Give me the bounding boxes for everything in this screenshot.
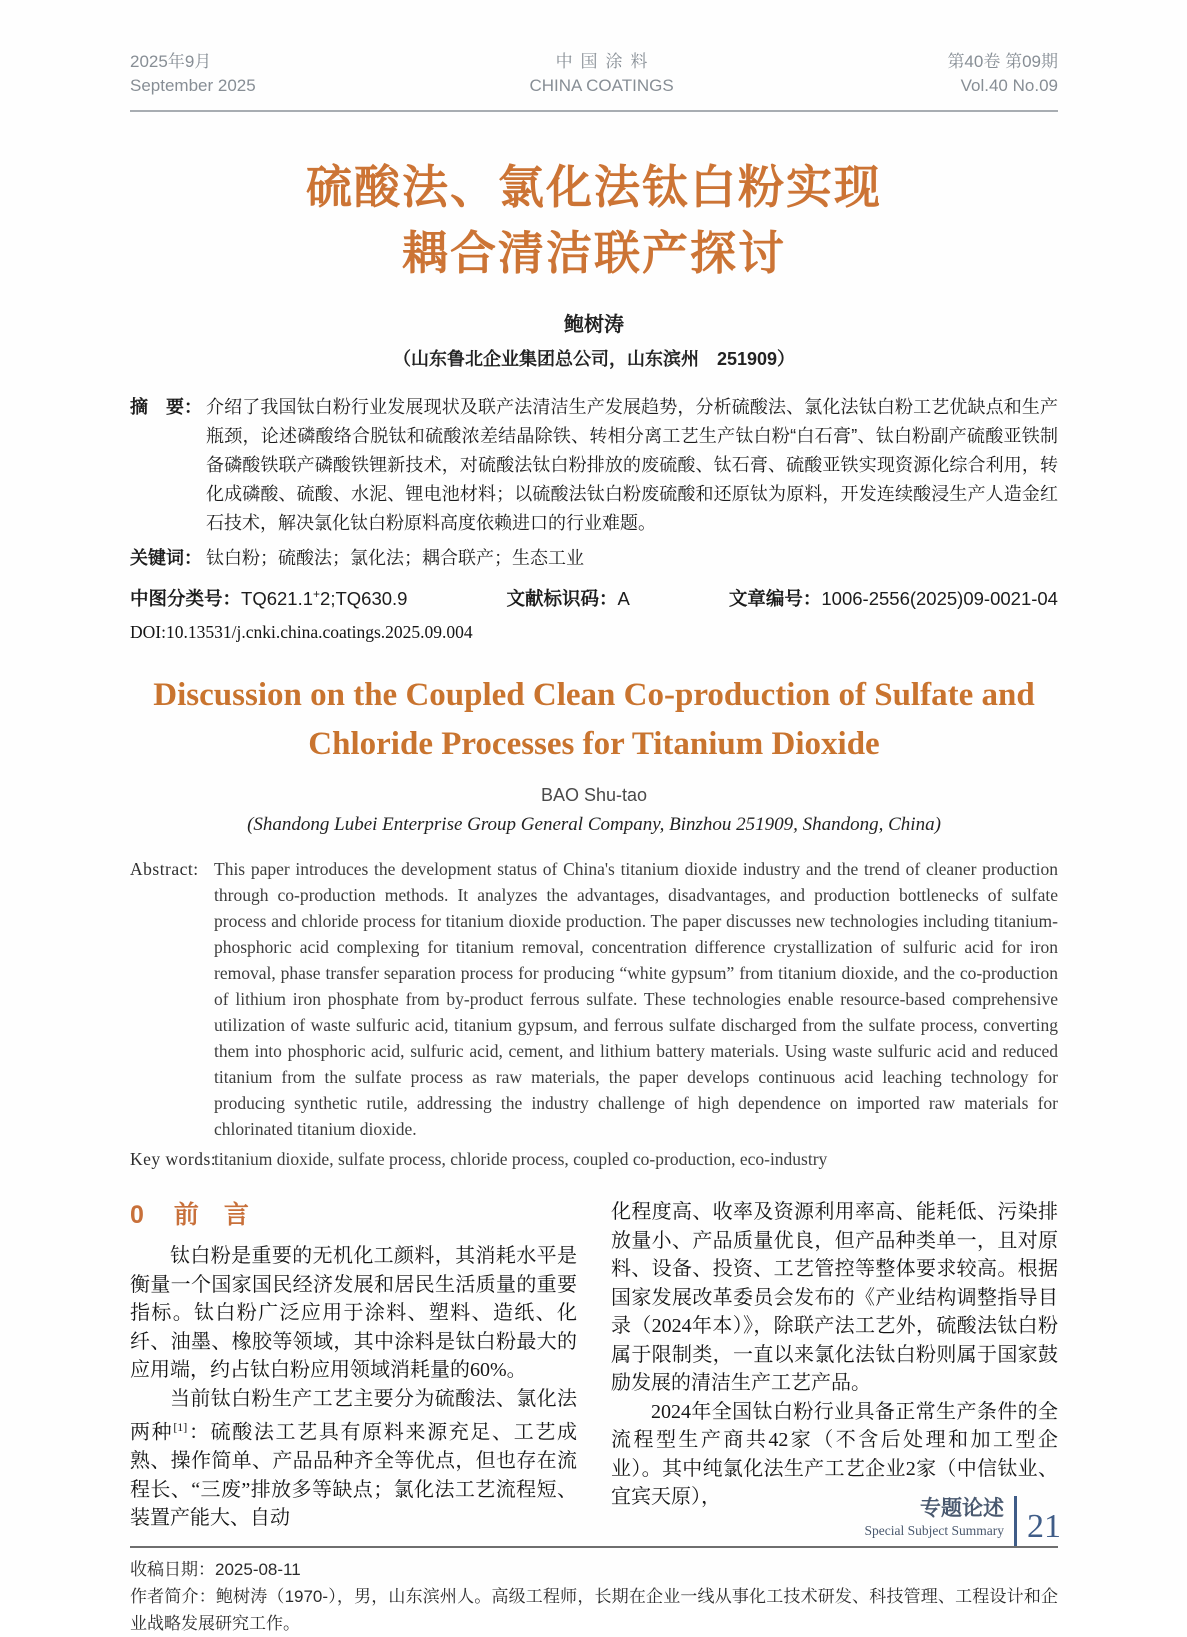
header-rule xyxy=(130,110,1058,112)
article-title-cn-line2: 耦合清洁联产探讨 xyxy=(402,227,786,279)
body-column-right xyxy=(611,1198,1058,1533)
document-code-value: A xyxy=(617,588,630,609)
keywords-text-en: titanium dioxide, sulfate process, chloride process, coupled co-production, eco-industry xyxy=(214,1149,828,1169)
body-column-left xyxy=(130,1198,577,1533)
received-date-value: 2025-08-11 xyxy=(215,1559,301,1579)
document-code-label: 文献标识码： xyxy=(506,588,618,609)
section-heading xyxy=(130,1200,577,1230)
footnote-block xyxy=(130,1548,1058,1637)
page-footer xyxy=(865,1496,1061,1546)
abstract-cn-block xyxy=(130,393,1058,538)
clc-value-tail: 2;TQ630.9 xyxy=(320,588,408,609)
article-number-value: 1006-2556(2025)09-0021-04 xyxy=(821,588,1058,609)
author-bio-label: 作者简介： xyxy=(130,1586,216,1606)
doi-line: DOI:10.13531/j.cnki.china.coatings.2025.09.004 xyxy=(130,622,473,642)
article-number xyxy=(729,585,1058,611)
keywords-label-en: Key words: xyxy=(130,1149,217,1169)
section-number: 0 xyxy=(130,1201,144,1229)
affiliation-en: (Shandong Lubei Enterprise Group General Company, Binzhou 251909, Shandong, China) xyxy=(247,814,941,835)
keywords-text-cn: 钛白粉；硫酸法；氯化法；耦合联产；生态工业 xyxy=(206,548,584,568)
author-name-en: BAO Shu-tao xyxy=(540,785,648,805)
header-date-block xyxy=(130,50,256,98)
keywords-label-cn: 关键词： xyxy=(130,548,202,568)
header-date-en: September 2025 xyxy=(130,76,256,95)
header-journal-block xyxy=(529,50,673,98)
document-code xyxy=(506,585,629,611)
body-paragraph: 钛白粉是重要的无机化工颜料，其消耗水平是衡量一个国家国民经济发展和居民生活质量的重要指标。钛白粉广泛应用于涂料、塑料、造纸、化纤、油墨、橡胶等领域，其中涂料是钛白粉最大的应用端，约占钛白粉应用领域消耗量的60%。 xyxy=(130,1245,577,1381)
body-columns xyxy=(130,1198,1058,1533)
article-title-en: Discussion on the Coupled Clean Co-production of Sulfate and Chloride Processes for Titanium Dioxide xyxy=(153,677,1035,762)
clc-superscript: + xyxy=(313,586,321,601)
header-issue-en: Vol.40 No.09 xyxy=(960,76,1058,95)
body-paragraph xyxy=(130,1385,577,1533)
body-paragraph: 2024年全国钛白粉行业具备正常生产条件的全流程型生产商共42家（不含后处理和加工型企业）。其中纯氯化法生产工艺企业2家（中信钛业、宜宾天原）， xyxy=(611,1400,1058,1508)
author-bio-text: 鲍树涛（1970-），男，山东滨州人。高级工程师，长期在企业一线从事化工技术研发、科技管理、工程设计和企业战略发展研究工作。 xyxy=(130,1586,1059,1633)
abstract-en-block xyxy=(130,856,1058,1142)
header-issue-block xyxy=(947,50,1058,98)
abstract-text-en: This paper introduces the development status of China's titanium dioxide industry and the trend of cleaner production through co-production methods. It analyzes the advantages, disadvantages, and production bottlenecks of sulfate process and chloride process for titanium dioxide production. The paper discusses new technologies including titanium-phosphoric acid complexing for titanium removal, concentration difference crystallization of sulfuric acid for iron removal, phase transfer separation process for producing “white gypsum” from titanium dioxide, and the co-production of lithium iron phosphate from by-product ferrous sulfate. These technologies enable resource-based comprehensive utilization of waste sulfuric acid, titanium gypsum, and ferrous sulfate discharged from the sulfate process, converting them into phosphoric acid, sulfuric acid, cement, and lithium battery materials. Using waste sulfuric acid and reduced titanium from the sulfate process as raw materials, the paper develops continuous acid leaching technology for producing synthetic rutile, addressing the industry challenge of high dependence on imported raw materials for chlorinated titanium dioxide. xyxy=(214,859,1058,1139)
classification-row xyxy=(130,585,1058,611)
footer-column-en: Special Subject Summary xyxy=(864,1523,1004,1538)
affiliation-cn: （山东鲁北企业集团总公司，山东滨州 251909） xyxy=(392,349,796,369)
journal-header xyxy=(130,50,1058,98)
keywords-en-block xyxy=(130,1146,1058,1172)
header-journal-name-en: CHINA COATINGS xyxy=(529,76,674,95)
received-date-label: 收稿日期： xyxy=(130,1559,215,1579)
received-date-line xyxy=(130,1556,1058,1583)
keywords-cn-block xyxy=(130,544,1058,573)
author-bio-line xyxy=(130,1583,1058,1637)
body-paragraph-text: ：硫酸法工艺具有原料来源充足、工艺成熟、操作简单、产品品种齐全等优点，但也存在流程长、“三废”排放多等缺点；氯化法工艺流程短、装置产能大、自动 xyxy=(130,1421,578,1530)
body-paragraph: 化程度高、收率及资源利用率高、能耗低、污染排放量小、产品质量优良，但产品种类单一，且对原料、设备、投资、工艺管控等整体要求较高。根据国家发展改革委员会发布的《产业结构调整指导目录（2024年本）》，除联产法工艺外，硫酸法钛白粉属于限制类，一直以来氯化法钛白粉则属于国家鼓励发展的清洁生产工艺产品。 xyxy=(611,1201,1058,1394)
header-date-cn: 2025年9月 xyxy=(130,52,212,71)
clc-value: TQ621.1 xyxy=(241,588,314,609)
footer-column-cn: 专题论述 xyxy=(920,1497,1004,1520)
page-number: 21 xyxy=(1027,1508,1061,1545)
clc-number xyxy=(130,585,407,611)
abstract-label-cn: 摘 要： xyxy=(130,397,202,417)
header-issue-cn: 第40卷 第09期 xyxy=(947,52,1058,71)
article-title-cn-line1: 硫酸法、氯化法钛白粉实现 xyxy=(306,161,882,213)
section-title: 前 言 xyxy=(173,1201,249,1229)
abstract-label-en: Abstract: xyxy=(130,859,199,879)
footer-column-block xyxy=(865,1496,1014,1546)
article-title-cn xyxy=(130,154,1058,286)
citation-ref: [1] xyxy=(173,1420,188,1434)
header-journal-name-cn: 中国涂料 xyxy=(555,52,656,71)
body-paragraph-text: 当前钛白粉生产工艺主要分为硫酸法、氯化法两种 xyxy=(130,1387,577,1444)
clc-label: 中图分类号： xyxy=(130,588,242,609)
article-number-label: 文章编号： xyxy=(728,588,822,609)
abstract-text-cn: 介绍了我国钛白粉行业发展现状及联产法清洁生产发展趋势，分析硫酸法、氯化法钛白粉工艺优缺点和生产瓶颈，论述磷酸络合脱钛和硫酸浓差结晶除铁、转相分离工艺生产钛白粉“白石膏”、钛白粉副产硫酸亚铁制备磷酸铁联产磷酸铁锂新技术，对硫酸法钛白粉排放的废硫酸、钛石膏、硫酸亚铁实现资源化综合利用，转化成磷酸、硫酸、水泥、锂电池材料；以硫酸法钛白粉废硫酸和还原钛为原料，开发连续酸浸生产人造金红石技术，解决氯化钛白粉原料高度依赖进口的行业难题。 xyxy=(206,397,1058,533)
author-name-cn: 鲍树涛 xyxy=(564,314,624,336)
